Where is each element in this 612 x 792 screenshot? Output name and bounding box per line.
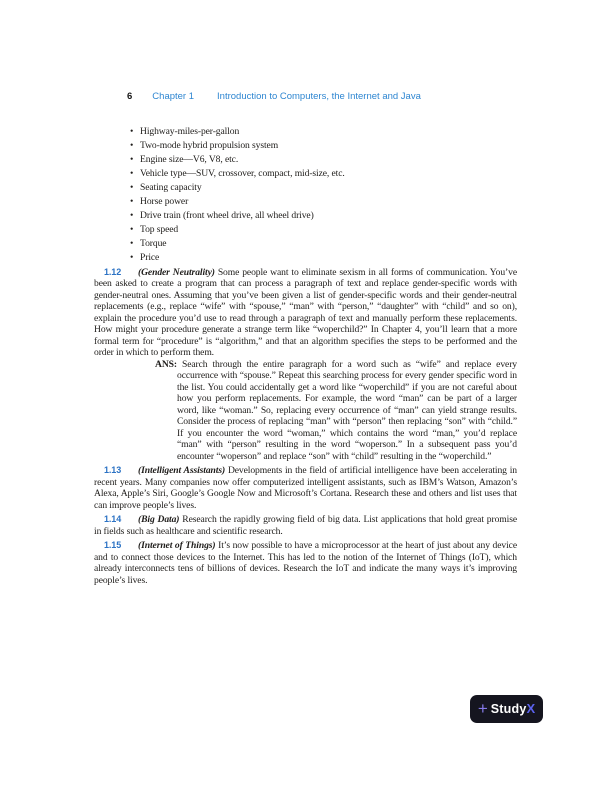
exercise-1-15 bbox=[94, 540, 517, 586]
list-item-text: Two-mode hybrid propulsion system bbox=[140, 140, 279, 151]
exercise-title: (Big Data) bbox=[138, 514, 180, 525]
exercise-title: (Internet of Things) bbox=[138, 540, 216, 551]
answer-text: Search through the entire paragraph for a word such as “wife” and replace every occurrence with “spouse.” Repeat this searching process for every gender specific word in the list. You could accidentally get a word like “woperchild” if you are not careful about how you perform replacements. For example, the word “man” can be part of a larger word, like “woman.” So, replacing every occurrence of “man” can yield strange results. Consider the process of replacing “man” with “person” then replacing “son” with “child.” If you encounter the word “woman,” which contains the word “man,” you’d replace “man” with “person” resulting in the word “woperson.” In a subsequent pass you’d encounter “woperson” and replace “son” with “child” resulting in the “woperchild.” bbox=[177, 358, 517, 462]
bullet-icon: • bbox=[130, 210, 134, 221]
exercise-1-14 bbox=[94, 514, 517, 537]
list-item bbox=[94, 126, 517, 138]
page-content bbox=[94, 126, 517, 586]
answer-block-1-12 bbox=[155, 359, 517, 463]
list-item-text: Highway-miles-per-gallon bbox=[140, 126, 240, 137]
list-item-text: Torque bbox=[140, 238, 167, 249]
exercise-1-12 bbox=[94, 267, 517, 359]
exercise-number: 1.12 bbox=[104, 266, 122, 277]
list-item bbox=[94, 182, 517, 194]
bullet-icon: • bbox=[130, 196, 134, 207]
exercise-text: Some people want to eliminate sexism in all forms of communication. You’ve been asked to create a program that can process a paragraph of text and replace gender-specific words with gender-neutral ones. Assuming that you’ve been given a list of gender-specific words and their gender-neutral replacements (e.g., replace “wife” with “spouse,” “man” with “person,” “daughter” with “child” and so on), explain the procedure you’d use to read through a paragraph of text and manually perform these replacements. How might your procedure generate a strange term like “woperchild?” In Chapter 4, you’ll learn that a more formal term for “procedure” is “algorithm,” and that an algorithm specifies the steps to be performed and the order in which to perform them. bbox=[94, 266, 517, 358]
bullet-icon: • bbox=[130, 182, 134, 193]
exercise-title: (Intelligent Assistants) bbox=[138, 465, 226, 476]
plus-icon: + bbox=[477, 698, 488, 718]
list-item bbox=[94, 210, 517, 222]
list-item bbox=[94, 168, 517, 180]
exercise-number: 1.15 bbox=[104, 540, 122, 550]
list-item bbox=[94, 252, 517, 264]
list-item-text: Engine size—V6, V8, etc. bbox=[140, 154, 239, 165]
exercise-text: Developments in the field of artificial intelligence have been accelerating in recent years. Many companies now offer computerized intelligent assistants, such as IBM’s Watson, Amazon’s Alexa, Apple’s Siri, Google’s Google Now and Microsoft’s Cortana. Research these and others and list uses that can improve people’s lives. bbox=[94, 465, 517, 511]
bullet-icon: • bbox=[130, 252, 134, 263]
bullet-icon: • bbox=[130, 154, 134, 165]
list-item-text: Vehicle type—SUV, crossover, compact, mid-size, etc. bbox=[140, 168, 345, 179]
studyx-badge[interactable] bbox=[470, 695, 543, 723]
exercise-number: 1.14 bbox=[104, 514, 122, 524]
answer-label: ANS: bbox=[155, 358, 177, 370]
bullet-icon: • bbox=[130, 238, 134, 249]
exercise-number: 1.13 bbox=[104, 465, 122, 475]
studyx-logo-text bbox=[491, 700, 535, 718]
list-item bbox=[94, 154, 517, 166]
exercise-1-13 bbox=[94, 465, 517, 511]
exercise-text: Research the rapidly growing field of big data. List applications that hold great promise in fields such as healthcare and scientific research. bbox=[94, 514, 517, 537]
list-item-text: Price bbox=[140, 252, 160, 263]
feature-list bbox=[94, 126, 517, 264]
list-item-text: Top speed bbox=[140, 224, 179, 235]
list-item bbox=[94, 224, 517, 236]
bullet-icon: • bbox=[130, 140, 134, 151]
list-item bbox=[94, 196, 517, 208]
list-item bbox=[94, 238, 517, 250]
bullet-icon: • bbox=[130, 168, 134, 179]
bullet-icon: • bbox=[130, 224, 134, 235]
list-item-text: Horse power bbox=[140, 196, 189, 207]
exercise-text: It’s now possible to have a microprocessor at the heart of just about any device and to connect those devices to the Internet. This has led to the notion of the Internet of Things (IoT), which already interconnects tens of billions of devices. Research the IoT and indicate the many ways it’s improving people’s lives. bbox=[94, 540, 517, 586]
chapter-label: Chapter 1 bbox=[152, 91, 195, 102]
exercise-title: (Gender Neutrality) bbox=[138, 266, 215, 278]
studyx-brand-x: X bbox=[526, 701, 536, 716]
chapter-title: Introduction to Computers, the Internet and Java bbox=[217, 91, 421, 102]
list-item-text: Seating capacity bbox=[140, 182, 202, 193]
list-item bbox=[94, 140, 517, 152]
bullet-icon: • bbox=[130, 126, 134, 137]
list-item-text: Drive train (front wheel drive, all wheel drive) bbox=[140, 210, 314, 221]
page-number: 6 bbox=[127, 91, 133, 102]
page-header bbox=[127, 91, 421, 102]
studyx-brand-study: Study bbox=[490, 702, 527, 716]
